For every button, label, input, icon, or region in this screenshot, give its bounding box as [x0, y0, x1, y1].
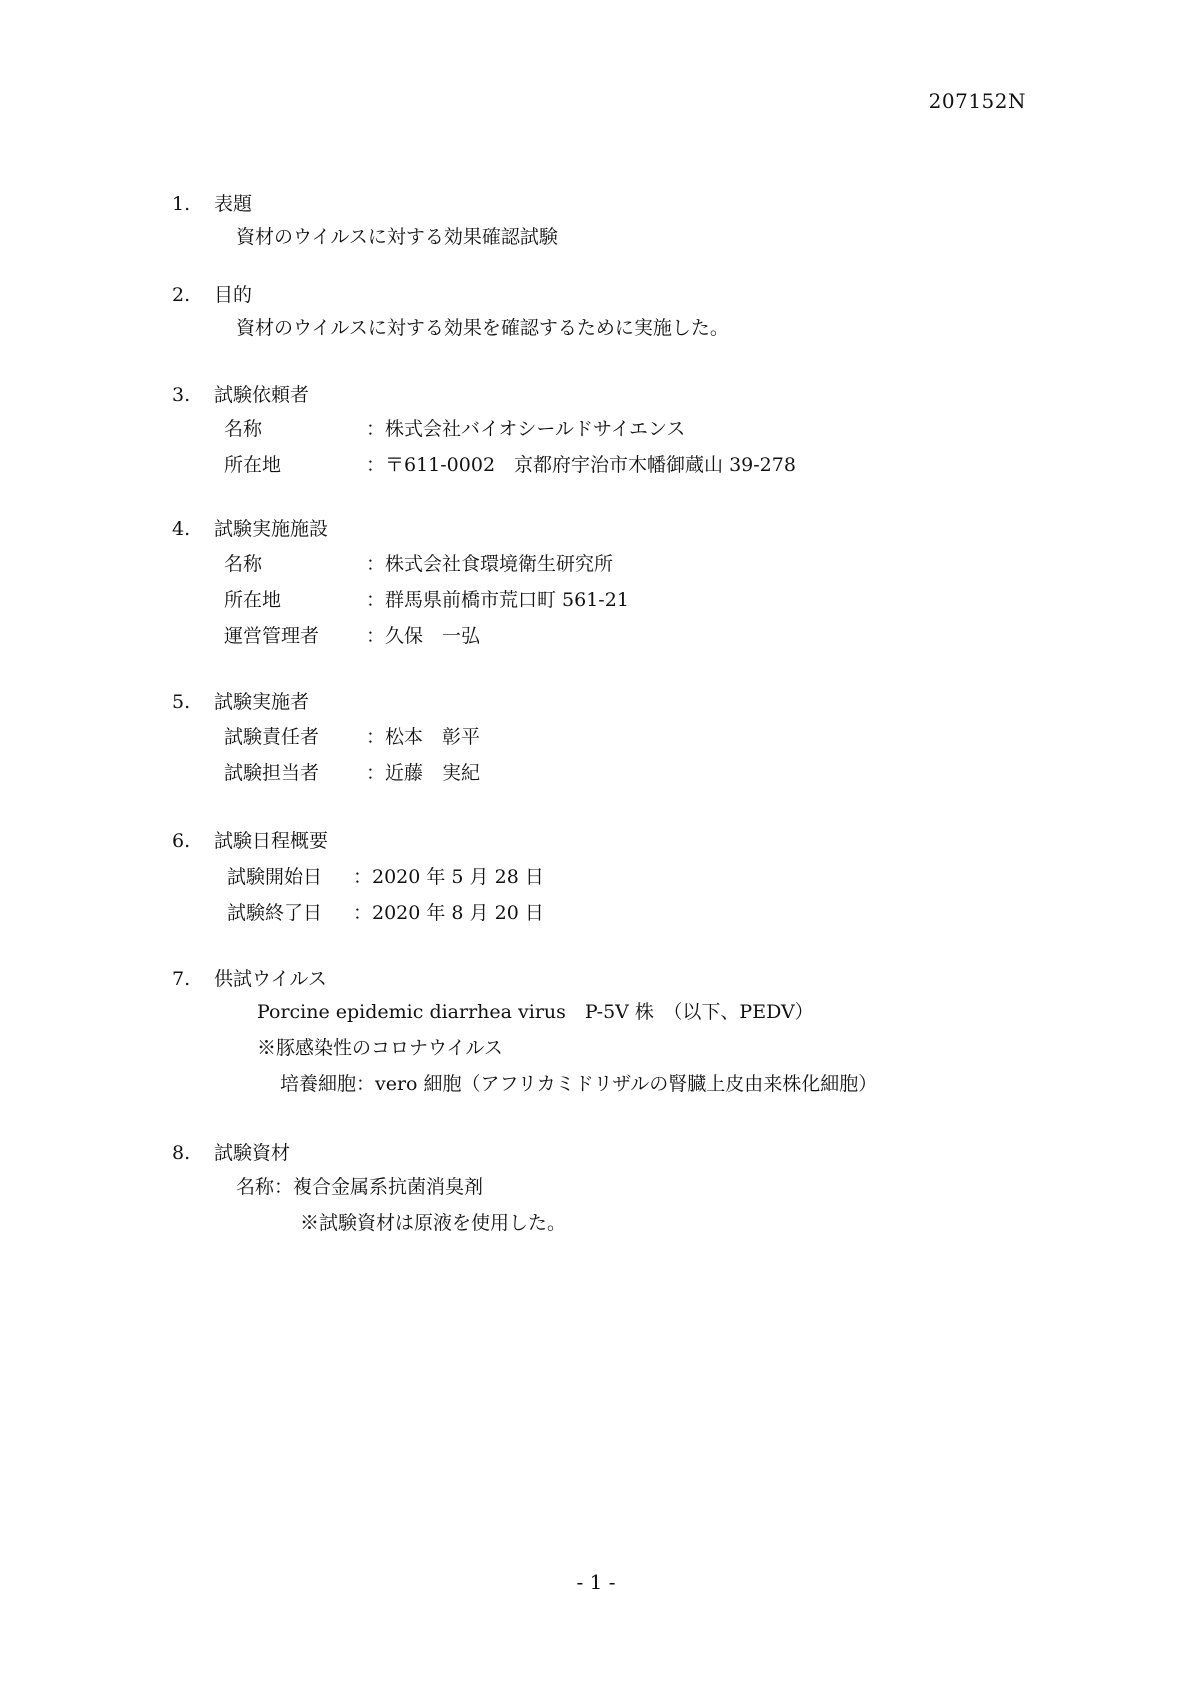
field-label: 試験終了日	[227, 902, 323, 924]
section-number: 2.	[172, 284, 191, 306]
field-value: ：松本 彰平	[366, 726, 481, 748]
field-value: ：群馬県前橋市荒口町 561-21	[366, 589, 629, 611]
field-value: ：近藤 実紀	[366, 762, 481, 784]
field-label: 名称	[224, 553, 263, 575]
section-number: 8.	[172, 1142, 191, 1164]
section-number: 6.	[172, 830, 191, 852]
field-label: 所在地	[224, 454, 282, 476]
section-heading: 供試ウイルス	[214, 968, 327, 990]
field-value: ：久保 一弘	[366, 625, 481, 647]
virus-note: ※豚感染性のコロナウイルス	[257, 1037, 503, 1059]
field-value: ：株式会社食環境衛生研究所	[366, 553, 614, 575]
section-number: 5.	[172, 691, 191, 713]
section-number: 4.	[172, 518, 191, 540]
section-heading: 試験実施者	[214, 691, 310, 713]
field-label: 運営管理者	[224, 625, 320, 647]
section-heading: 試験依頼者	[214, 384, 310, 406]
section-body: 資材のウイルスに対する効果確認試験	[236, 226, 558, 248]
field-label: 所在地	[224, 589, 282, 611]
culture-cell: 培養細胞：vero 細胞（アフリカミドリザルの腎臓上皮由来株化細胞）	[280, 1073, 878, 1095]
virus-name: Porcine epidemic diarrhea virus P-5V 株 （以下、PEDV）	[257, 1001, 814, 1023]
section-heading: 試験資材	[214, 1142, 291, 1164]
field-value: ：2020 年 5 月 28 日	[353, 866, 544, 888]
field-label: 試験責任者	[224, 726, 320, 748]
section-heading: 目的	[214, 284, 253, 306]
section-heading: 試験日程概要	[214, 830, 329, 852]
document-id: 207152N	[928, 89, 1026, 113]
field-label: 名称	[224, 418, 263, 440]
section-number: 7.	[172, 968, 191, 990]
field-label: 試験開始日	[227, 866, 323, 888]
field-label: 試験担当者	[224, 762, 320, 784]
field-value: ：2020 年 8 月 20 日	[353, 902, 544, 924]
material-note: ※試験資材は原液を使用した。	[300, 1212, 567, 1234]
section-number: 3.	[172, 384, 191, 406]
field-value: ：株式会社バイオシールドサイエンス	[366, 418, 686, 440]
page-number: - 1 -	[576, 1570, 616, 1594]
section-body: 資材のウイルスに対する効果を確認するために実施した。	[236, 317, 729, 339]
section-number: 1.	[172, 193, 191, 215]
field-value: ：〒611-0002 京都府宇治市木幡御蔵山 39-278	[366, 454, 796, 476]
section-heading: 表題	[214, 193, 253, 215]
material-name: 名称：複合金属系抗菌消臭剤	[236, 1176, 484, 1198]
section-heading: 試験実施施設	[214, 518, 329, 540]
